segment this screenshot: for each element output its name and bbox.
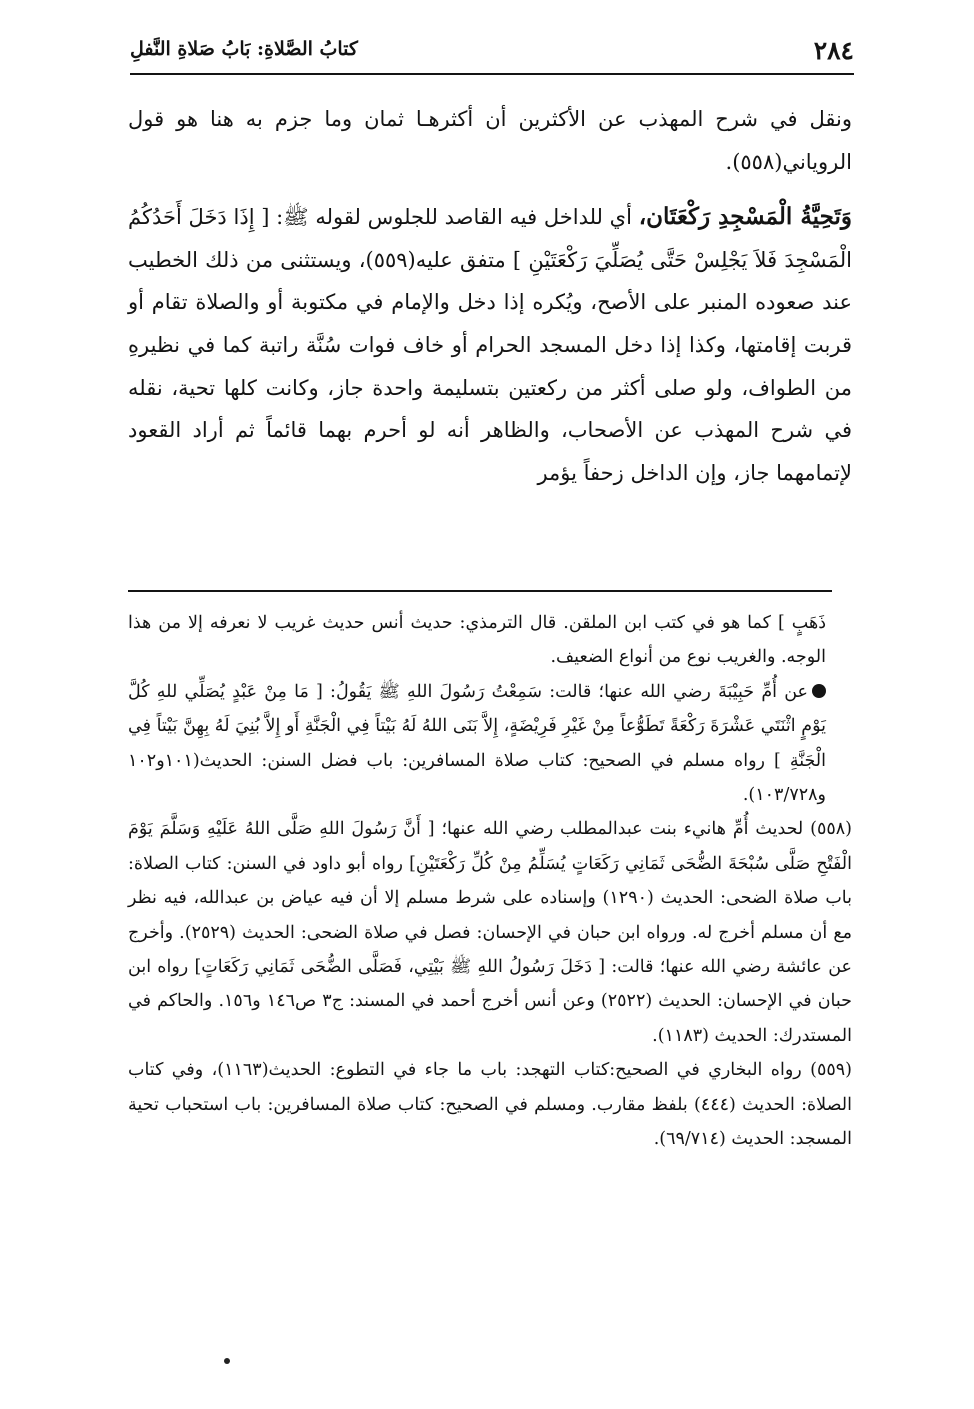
footnote-umm-habiba-text: عن أُمِّ حَبِيْبَةَ رضي الله عنها؛ قالت: سَمِعْتُ رَسُولَ اللهِ ﷺ يَقُولُ: [ مَا مِنْ عَبْدٍ يُصَلِّي للهِ كُلَّ يَوْمٍ اثْنَتَي عَشْرَةَ رَكْعَةً تَطَوُّعاً مِنْ غَيْرِ فَرِيْضَةٍ، إِلاَّ بَنَى اللهُ لَهُ بَيْتاً فِي الْجَنَّةِ أَو إِلاَّ بُنِيَ لَهُ بِهِنَّ بَيْتاً فِي الْجَنَّةِ ] رواه مسلم في الصحيح: كتاب صلاة المسافرين: باب فضل السنن: الحديث(١٠١و١٠٢ و١٠٣/٧٢٨). <box>128 681 826 806</box>
page-header <box>130 30 854 74</box>
paragraph-2 <box>128 196 852 494</box>
bullet-circle-icon <box>812 684 826 698</box>
paragraph-1: ونقل في شرح المهذب عن الأكثرين أن أكثرهـا ثمان وما جزم به هنا هو قول الروياني(٥٥٨). <box>128 107 852 174</box>
footnote-558: (٥٥٨) لحديث أُمِّ هانيء بنت عبدالمطلب رضي الله عنها؛ [ أَنَّ رَسُولَ اللهِ صَلَّى اللهُ عَلَيْهِ وَسَلَّمَ يَوْمَ الْفَتْحِ صَلَّى سُبْحَةَ الضُّحَى ثَمَانِي رَكَعَاتٍ يُسَلِّمُ مِنْ كُلِّ رَكْعَتَيْنِ] رواه أبو داود في السنن: كتاب الصلاة: باب صلاة الضحى: الحديث (١٢٩٠) وإسناده على شرط مسلم إلا أن فيه عياض بن عبدالله، فيه نظر مع أن مسلم أخرج له. ورواه ابن حبان في الإحسان: فصل في صلاة الضحى: الحديث (٢٥٢٩). وأخرج عن عائشة رضي الله عنها؛ قالت: [ دَخَلَ رَسُولُ اللهِ ﷺ بَيْتِي، فَصَلَّى الضُّحَى ثَمَانِي رَكَعَاتٍ] رواه ابن حبان في الإحسان: الحديث (٢٥٢٢) وعن أنس أخرج أحمد في المسند: ج٣ ص١٤٦ و١٥٦. والحاكم في المستدرك: الحديث (١١٨٣). <box>128 819 853 1046</box>
footnotes <box>128 606 852 1157</box>
page-number: ٢٨٤ <box>813 36 854 65</box>
footnote-559: (٥٥٩) رواه البخاري في الصحيح:كتاب التهجد: باب ما جاء في التطوع: الحديث(١١٦٣)، وفي كتاب الصلاة: الحديث (٤٤٤) بلفظ مقارب. ومسلم في الصحيح: كتاب صلاة المسافرين: باب استحباب تحية المسجد: الحديث (٦٩/٧١٤). <box>128 1060 852 1150</box>
main-text <box>128 98 852 494</box>
stray-dot <box>224 1358 230 1364</box>
header-rule <box>130 73 854 75</box>
footnote-separator <box>128 590 832 592</box>
paragraph-2-body: أي للداخل فيه القاصد للجلوس لقوله ﷺ: [ إِذَا دَخَلَ أَحَدُكُمُ الْمَسْجِدَ فَلاَ يَجْلِسْ حَتَّى يُصَلِّيَ رَكْعَتَيْنِ ] متفق عليه(٥٥٩)، ويستثنى من ذلك الخطيب عند صعوده المنبر على الأصح، ويُكره إذا دخل والإمام في مكتوبة أو والصلاة تقام أو قربت إقامتها، وكذا إذا دخل المسجد الحرام أو خاف فوات سُنَّة راتبة كما في نظيرهِ من الطواف، ولو صلى أكثر من ركعتين بتسليمة واحدة جاز، وكانت كلها تحية، نقله في شرح المهذب عن الأصحاب، والظاهر أنه لو أحرم بهما قائماً ثم أراد القعود لإتمامهما جاز، وإن الداخل زحفاً يؤمر <box>128 205 853 485</box>
lead-phrase: وَتَحِيَّةُ الْمَسْجِدِ رَكْعَتَان، <box>638 203 852 231</box>
footnote-umm-habiba <box>128 675 852 813</box>
footnote-continuation: ذَهَبٍ ] كما هو في كتب ابن الملقن. قال الترمذي: حديث أنس حديث غريب لا نعرفه إلا من هذا الوجه. والغريب نوع من أنواع الضعيف. <box>128 613 826 668</box>
running-title: كتابُ الصَّلاةِ: بَابُ صَلاةِ النَّفلِ <box>130 38 358 60</box>
